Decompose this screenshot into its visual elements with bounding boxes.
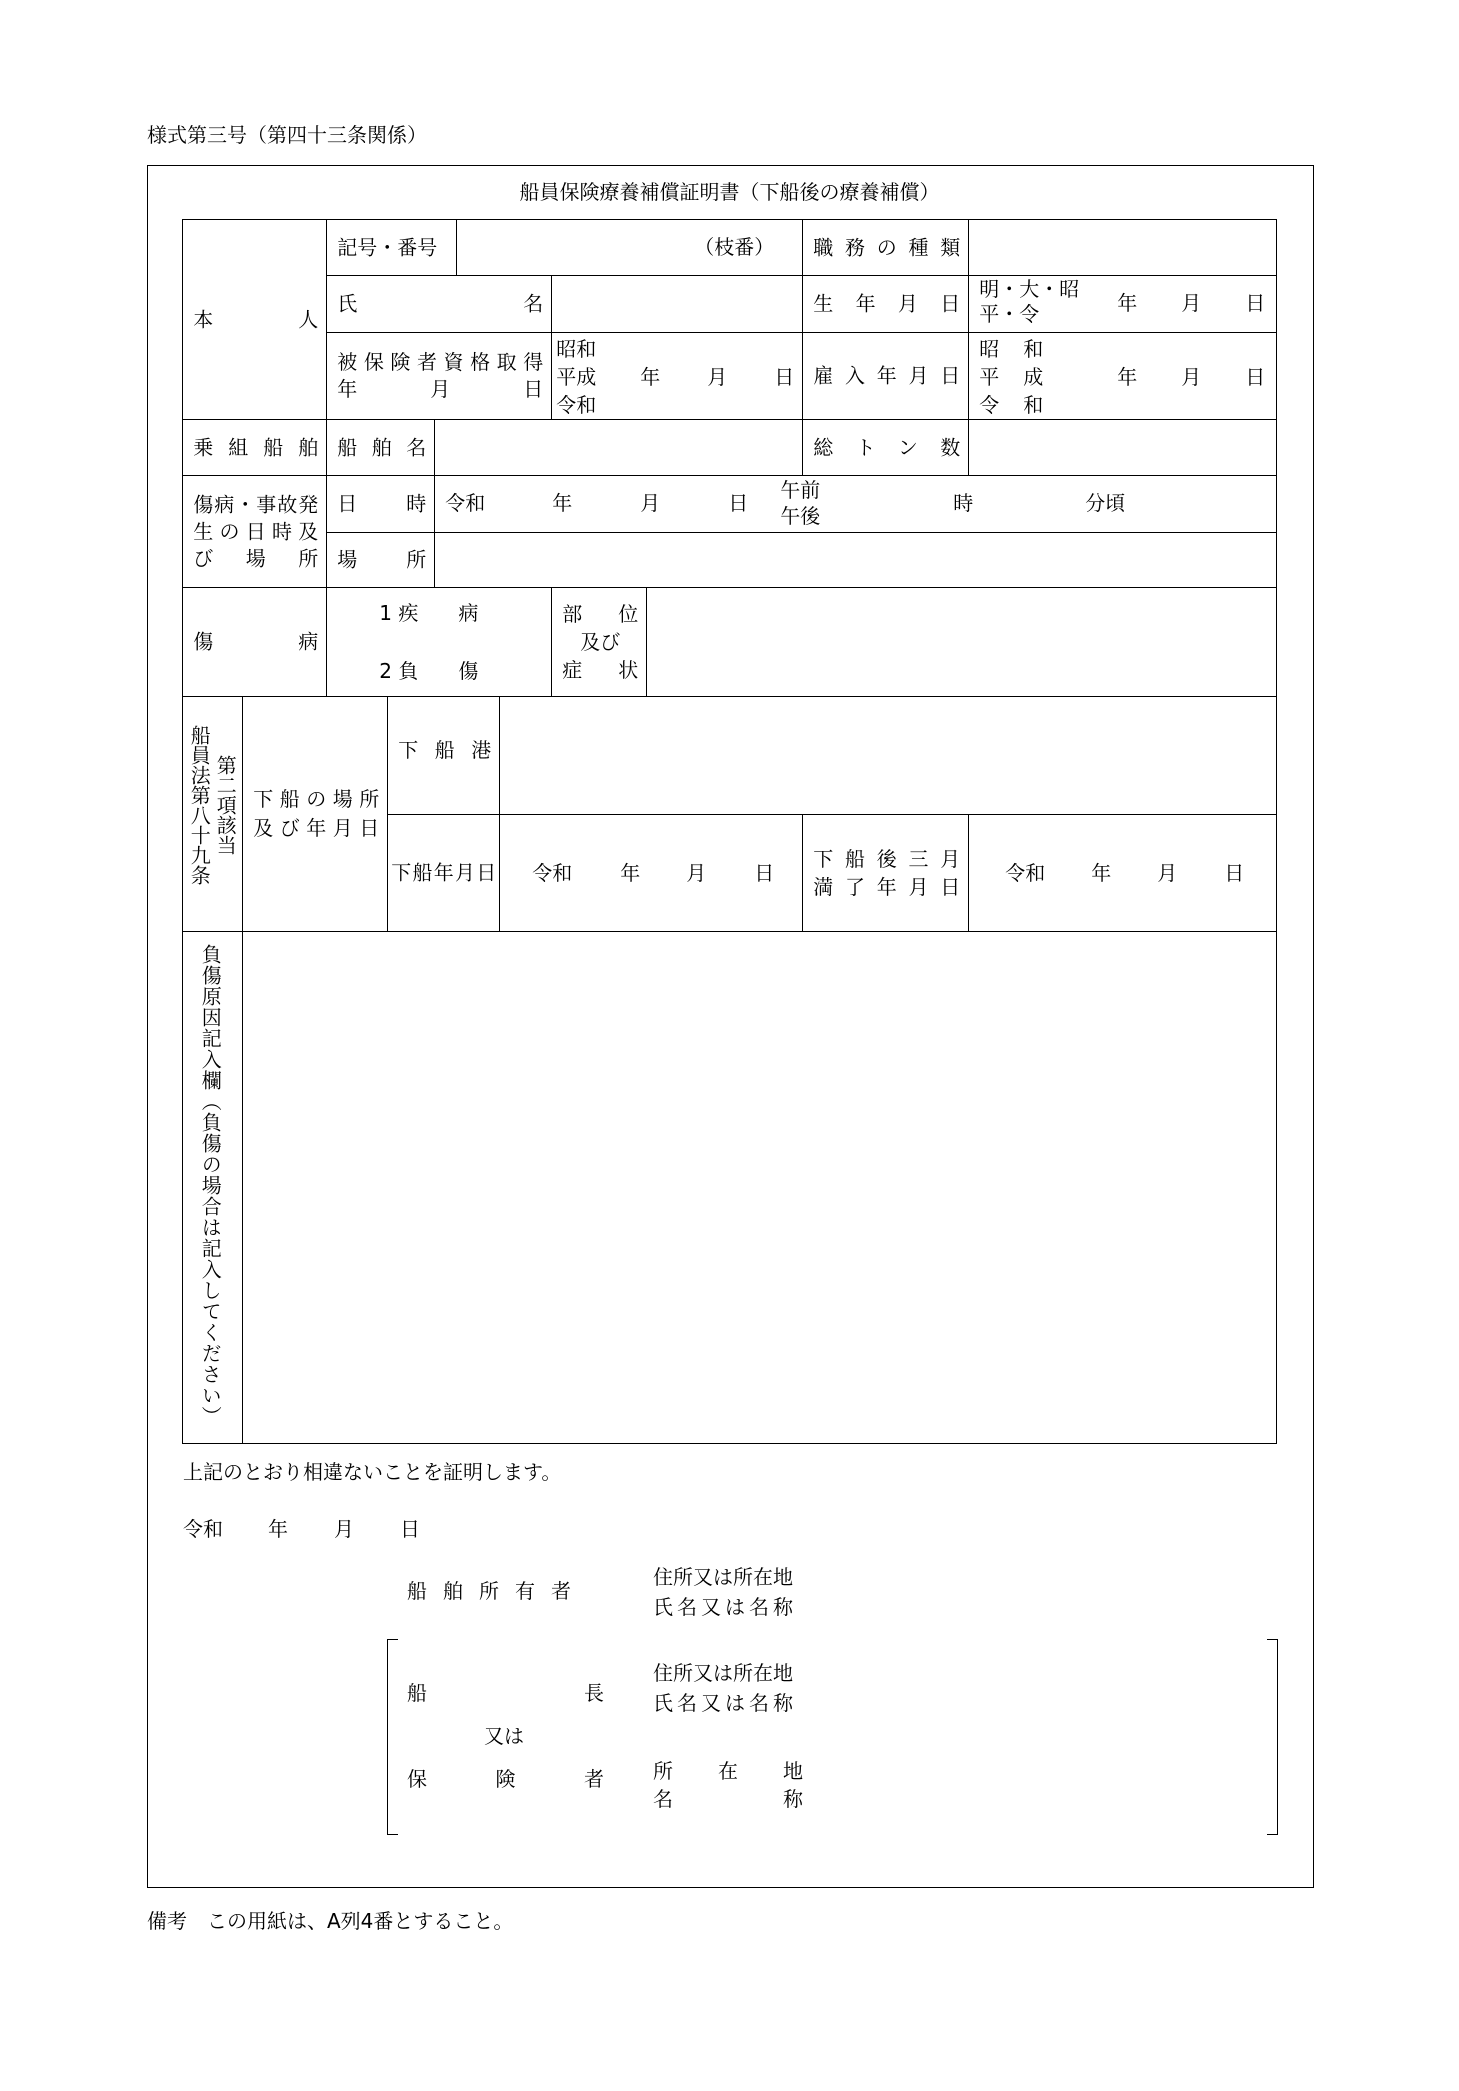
gesen-ymd-label-cell xyxy=(387,814,500,932)
yatoiire-date-input[interactable] xyxy=(968,332,1277,420)
shobyo-type-cell[interactable] xyxy=(326,587,552,697)
year-label: 年 xyxy=(1091,861,1112,886)
captain-address-label: 住所又は所在地 xyxy=(653,1661,793,1685)
era-heisei: 平成 xyxy=(556,365,597,390)
mitsuki-label-1: 下船後三月 xyxy=(813,847,961,872)
edaban-label: （枝番） xyxy=(694,235,775,260)
fusho-genin-input[interactable] xyxy=(242,931,1277,1444)
captain-label: 船長 xyxy=(407,1681,604,1705)
month-label: 月 xyxy=(640,491,661,516)
soton-input[interactable] xyxy=(968,419,1277,476)
month-label: 月 xyxy=(1181,365,1202,390)
seinengappi-label: 生年月日 xyxy=(813,291,961,316)
gesen-basho-label-cell xyxy=(242,696,388,932)
basho-input[interactable] xyxy=(434,532,1277,588)
senpakumei-label: 船舶名 xyxy=(337,435,427,460)
month-label: 月 xyxy=(1157,861,1178,886)
nichiji-label: 日時 xyxy=(337,491,427,516)
soton-label-cell xyxy=(802,419,969,476)
cert-day: 日 xyxy=(400,1517,420,1541)
insurer-location-label: 所在地 xyxy=(653,1759,803,1783)
month-label: 月 xyxy=(686,861,707,886)
year-label: 年 xyxy=(620,861,641,886)
kigou-input[interactable] xyxy=(456,219,803,276)
mitsuki-input[interactable] xyxy=(968,814,1277,932)
owner-label: 船舶所有者 xyxy=(407,1579,587,1603)
yatoiire-label-cell xyxy=(802,332,969,420)
era-1: 明・大・昭 xyxy=(979,277,1080,302)
era-showa: 昭和 xyxy=(556,337,597,362)
bui-label-2: 及び xyxy=(580,630,621,655)
era-heisei: 平成 xyxy=(979,365,1068,390)
mitsuki-label-cell xyxy=(802,814,969,932)
gesen-ymd-label: 下船年月日 xyxy=(391,860,497,885)
nichiji-label-cell xyxy=(326,475,435,533)
month-label: 月 xyxy=(1181,291,1202,316)
basho-label: 場所 xyxy=(337,547,427,572)
kigou-label-cell xyxy=(326,219,457,276)
shobyo-label-cell xyxy=(182,587,327,697)
insurer-name-label: 名称 xyxy=(653,1787,803,1811)
era-reiwa: 令和 xyxy=(532,861,573,886)
shokumu-label-cell xyxy=(802,219,969,276)
day-label: 日 xyxy=(774,365,795,390)
birthdate-input[interactable] xyxy=(968,275,1277,333)
year-label: 年 xyxy=(1117,365,1138,390)
senin-ho-label: 船員法第八十九条 xyxy=(187,725,212,886)
cert-year: 年 xyxy=(268,1517,288,1541)
era-reiwa: 令和 xyxy=(556,393,597,418)
insurer-label: 保険者 xyxy=(407,1767,604,1791)
year-label: 年 xyxy=(552,491,573,516)
seinengappi-label-cell xyxy=(802,275,969,333)
era-showa: 昭和 xyxy=(979,337,1068,362)
year-label: 年 xyxy=(640,365,661,390)
owner-address-label: 住所又は所在地 xyxy=(653,1565,793,1589)
bui-label-1: 部位 xyxy=(562,602,639,627)
option-shippei[interactable]: 1 疾 病 xyxy=(379,601,479,626)
gesenkou-label: 下船港 xyxy=(398,738,492,763)
gesen-basho-label-1: 下船の場所 xyxy=(253,787,380,812)
remarks-note: 備考 この用紙は、A列4番とすること。 xyxy=(147,1909,514,1933)
nichiji-input[interactable] xyxy=(434,475,1277,533)
senpakumei-label-cell xyxy=(326,419,435,476)
honnin-label-cell xyxy=(182,219,327,420)
pm-label: 午後 xyxy=(780,504,821,529)
day-label: 日 xyxy=(1245,291,1266,316)
shimei-input[interactable] xyxy=(551,275,803,333)
shikaku-date-input[interactable] xyxy=(551,332,803,420)
bui-input[interactable] xyxy=(646,587,1277,697)
fusho-genin-label-cell xyxy=(182,931,243,1444)
form-number: 様式第三号（第四十三条関係） xyxy=(147,123,427,147)
basho-label-cell xyxy=(326,532,435,588)
soton-label: 総トン数 xyxy=(813,435,961,460)
shokumu-input[interactable] xyxy=(968,219,1277,276)
certify-statement: 上記のとおり相違ないことを証明します。 xyxy=(183,1460,562,1484)
yatoiire-label: 雇入年月日 xyxy=(813,363,961,388)
shimei-label-cell xyxy=(326,275,552,333)
shimei-label: 氏名 xyxy=(337,291,544,316)
mitsuki-label-2: 満了年月日 xyxy=(813,875,961,900)
era-reiwa: 令和 xyxy=(979,393,1068,418)
hour-label: 時 xyxy=(953,491,974,516)
bui-label-3: 症状 xyxy=(562,658,639,683)
day-label: 日 xyxy=(728,491,749,516)
era-2: 平・令 xyxy=(979,302,1040,327)
day-label: 日 xyxy=(1245,365,1266,390)
gesenkou-input[interactable] xyxy=(499,696,1277,815)
era-reiwa: 令和 xyxy=(1005,861,1046,886)
senpakumei-input[interactable] xyxy=(434,419,803,476)
owner-name-label: 氏名又は名称 xyxy=(653,1595,797,1619)
norikumi-label: 乗組船舶 xyxy=(193,435,319,460)
gesenkou-label-cell xyxy=(387,696,500,815)
gesen-ymd-input[interactable] xyxy=(499,814,803,932)
shikaku-label-2: 年月日 xyxy=(337,377,544,402)
cert-month: 月 xyxy=(334,1517,354,1541)
captain-name-label: 氏名又は名称 xyxy=(653,1691,797,1715)
right-bracket xyxy=(1267,1639,1278,1835)
year-label: 年 xyxy=(1117,291,1138,316)
shikaku-label-1: 被保険者資格取得 xyxy=(337,350,544,375)
left-bracket xyxy=(387,1639,398,1835)
dai2kou-label: 第二項該当 xyxy=(213,755,238,856)
honnin-label: 本人 xyxy=(193,307,319,332)
shikaku-label-cell xyxy=(326,332,552,420)
shobyo-label: 傷病 xyxy=(193,629,319,654)
gesen-basho-label-2: 及び年月日 xyxy=(253,816,380,841)
jiko-label-1: 傷病・事故発 xyxy=(193,492,319,517)
fusho-genin-label: 負傷原因記入欄（負傷の場合は記入してください） xyxy=(198,944,223,1428)
or-label: 又は xyxy=(484,1724,524,1748)
jiko-label-2: 生の日時及 xyxy=(193,519,319,544)
jiko-label-cell xyxy=(182,475,327,588)
jiko-label-3: び場所 xyxy=(193,546,319,571)
day-label: 日 xyxy=(754,861,775,886)
option-fusho[interactable]: 2 負 傷 xyxy=(379,659,479,684)
era-reiwa: 令和 xyxy=(445,491,486,516)
month-label: 月 xyxy=(707,365,728,390)
cert-era: 令和 xyxy=(183,1517,223,1541)
shokumu-label: 職務の種類 xyxy=(813,235,961,260)
form-title: 船員保険療養補償証明書（下船後の療養補償） xyxy=(519,180,940,204)
norikumi-label-cell xyxy=(182,419,327,476)
bui-label-cell xyxy=(551,587,647,697)
minute-label: 分頃 xyxy=(1085,491,1126,516)
day-label: 日 xyxy=(1224,861,1245,886)
kigou-label: 記号・番号 xyxy=(337,235,438,260)
am-label: 午前 xyxy=(780,478,821,503)
senin-ho-cell xyxy=(182,696,243,932)
